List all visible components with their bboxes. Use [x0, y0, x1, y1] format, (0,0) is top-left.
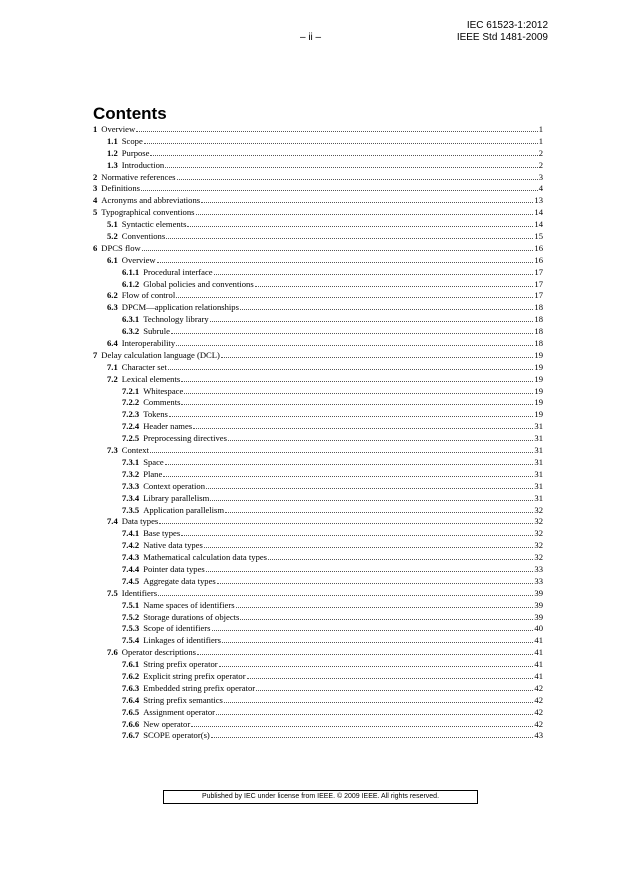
toc-entry-title: New operator: [143, 718, 191, 729]
toc-entry-number: 7.6.5: [122, 706, 140, 717]
toc-entry[interactable]: [93, 528, 543, 540]
toc-entry-number: 6.3.1: [122, 314, 140, 325]
toc-entry-title: Mathematical calculation data types: [143, 552, 268, 563]
toc-entry-title: Acronyms and abbreviations: [101, 195, 201, 206]
dot-leader: [196, 214, 534, 215]
toc-entry[interactable]: [93, 671, 543, 683]
toc-entry-title: Library parallelism: [143, 492, 210, 503]
toc-entry-page: 14: [534, 219, 543, 230]
toc-entry[interactable]: [93, 374, 543, 386]
toc-entry-number: 7.2.5: [122, 433, 140, 444]
page-number: – ii –: [300, 32, 322, 43]
iec-standard-number: IEC 61523-1:2012: [466, 20, 548, 31]
toc-entry-number: 7.6.6: [122, 718, 140, 729]
toc-entry-number: 7.4.3: [122, 552, 140, 563]
toc-entry[interactable]: [93, 207, 543, 219]
dot-leader: [225, 512, 533, 513]
toc-entry[interactable]: [93, 267, 543, 279]
dot-leader: [268, 559, 533, 560]
dot-leader: [214, 274, 534, 275]
toc-entry-page: 31: [534, 421, 543, 432]
dot-leader: [210, 500, 533, 501]
dot-leader: [256, 690, 533, 691]
dot-leader: [150, 155, 537, 156]
toc-entry[interactable]: [93, 719, 543, 731]
dot-leader: [217, 583, 534, 584]
toc-entry-number: 7.5: [107, 587, 118, 598]
toc-entry-page: 42: [534, 706, 543, 717]
toc-entry-number: 7.2.3: [122, 409, 140, 420]
toc-entry[interactable]: [93, 314, 543, 326]
toc-entry-number: 7.5.4: [122, 635, 140, 646]
toc-entry-page: 31: [534, 468, 543, 479]
toc-entry-title: Interoperability: [121, 338, 176, 349]
toc-entry-title: Assignment operator: [143, 706, 216, 717]
toc-entry-title: Lexical elements: [121, 373, 181, 384]
toc-entry[interactable]: [93, 516, 543, 528]
toc-entry-page: 19: [534, 373, 543, 384]
toc-entry[interactable]: [93, 136, 543, 148]
dot-leader: [166, 238, 533, 239]
toc-entry-title: Subrule: [143, 326, 170, 337]
toc-entry-page: 40: [534, 623, 543, 634]
toc-entry-page: 33: [534, 575, 543, 586]
toc-entry-page: 15: [534, 231, 543, 242]
dot-leader: [165, 464, 534, 465]
toc-entry-number: 7.2.4: [122, 421, 140, 432]
toc-entry-number: 7.6.1: [122, 659, 140, 670]
toc-entry-page: 31: [534, 456, 543, 467]
toc-entry-page: 19: [534, 397, 543, 408]
toc-entry-number: 7.2.2: [122, 397, 140, 408]
toc-entry-page: 4: [538, 183, 543, 194]
dot-leader: [159, 523, 533, 524]
toc-entry-title: Data types: [121, 516, 159, 527]
dot-leader: [193, 428, 533, 429]
dot-leader: [165, 167, 537, 168]
dot-leader: [219, 666, 534, 667]
toc-entry[interactable]: [93, 564, 543, 576]
toc-entry[interactable]: [93, 576, 543, 588]
toc-entry-number: 7.3.2: [122, 468, 140, 479]
toc-entry-number: 7.3: [107, 445, 118, 456]
toc-entry-title: Definitions: [101, 183, 140, 194]
toc-entry-page: 31: [534, 480, 543, 491]
toc-entry-number: 7.4.2: [122, 540, 140, 551]
dot-leader: [157, 262, 534, 263]
toc-entry-page: 18: [534, 314, 543, 325]
toc-entry-page: 17: [534, 266, 543, 277]
toc-entry[interactable]: [93, 635, 543, 647]
toc-entry-number: 6: [93, 242, 98, 253]
toc-entry-number: 6.1.2: [122, 278, 140, 289]
toc-entry-title: Tokens: [143, 409, 168, 420]
toc-entry-number: 6.2: [107, 290, 118, 301]
toc-entry-title: Storage durations of objects: [143, 611, 240, 622]
toc-entry[interactable]: [93, 362, 543, 374]
toc-entry[interactable]: [93, 350, 543, 362]
toc-entry-number: 7.3.1: [122, 456, 140, 467]
toc-entry[interactable]: [93, 279, 543, 291]
toc-entry-title: Typographical conventions: [101, 207, 195, 218]
toc-entry-page: 17: [534, 290, 543, 301]
toc-entry-page: 41: [534, 647, 543, 658]
toc-entry[interactable]: [93, 457, 543, 469]
dot-leader: [187, 226, 533, 227]
toc-entry-page: 32: [534, 528, 543, 539]
toc-entry[interactable]: [93, 600, 543, 612]
toc-entry-page: 32: [534, 552, 543, 563]
toc-entry[interactable]: [93, 695, 543, 707]
toc-entry-number: 7.3.5: [122, 504, 140, 515]
toc-entry-number: 1.2: [107, 147, 118, 158]
dot-leader: [212, 630, 534, 631]
toc-entry-title: Overview: [101, 124, 136, 134]
toc-entry-number: 6.4: [107, 338, 118, 349]
dot-leader: [150, 452, 533, 453]
toc-entry-page: 2: [538, 159, 543, 170]
toc-entry[interactable]: [93, 433, 543, 445]
toc-entry-title: Explicit string prefix operator: [143, 670, 246, 681]
toc-entry[interactable]: [93, 302, 543, 314]
toc-entry-number: 7.3.4: [122, 492, 140, 503]
toc-entry-number: 7: [93, 349, 98, 360]
dot-leader: [144, 143, 538, 144]
toc-entry-title: Scope of identifiers: [143, 623, 211, 634]
toc-entry-page: 16: [534, 254, 543, 265]
toc-entry-title: Embedded string prefix operator: [143, 682, 256, 693]
dot-leader: [136, 131, 538, 132]
dot-leader: [236, 607, 534, 608]
toc-entry-page: 32: [534, 516, 543, 527]
toc-entry-page: 42: [534, 682, 543, 693]
dot-leader: [184, 393, 533, 394]
dot-leader: [228, 440, 533, 441]
toc-entry[interactable]: [93, 623, 543, 635]
toc-entry-title: DPCS flow: [101, 242, 141, 253]
table-of-contents: [93, 124, 543, 742]
toc-entry-number: 7.1: [107, 361, 118, 372]
toc-entry-title: Preprocessing directives: [143, 433, 227, 444]
dot-leader: [255, 286, 534, 287]
toc-entry-page: 18: [534, 302, 543, 313]
toc-entry[interactable]: [93, 540, 543, 552]
toc-entry-number: 7.4.5: [122, 575, 140, 586]
toc-entry-page: 32: [534, 540, 543, 551]
toc-entry-page: 31: [534, 492, 543, 503]
dot-leader: [216, 714, 533, 715]
dot-leader: [163, 476, 533, 477]
dot-leader: [240, 619, 533, 620]
toc-entry[interactable]: [93, 386, 543, 398]
toc-entry-title: Purpose: [121, 147, 150, 158]
toc-entry-page: 1: [538, 124, 543, 134]
toc-entry-title: Header names: [143, 421, 193, 432]
toc-entry-title: Name spaces of identifiers: [143, 599, 235, 610]
toc-entry-number: 7.5.3: [122, 623, 140, 634]
dot-leader: [141, 190, 538, 191]
toc-entry[interactable]: [93, 290, 543, 302]
copyright-notice: Published by IEC under license from IEEE. © 2009 IEEE. All rights reserved.: [163, 790, 478, 804]
toc-entry-page: 41: [534, 670, 543, 681]
toc-entry-number: 5.2: [107, 231, 118, 242]
toc-entry[interactable]: [93, 124, 543, 136]
toc-entry[interactable]: [93, 172, 543, 184]
toc-entry-page: 16: [534, 242, 543, 253]
toc-entry[interactable]: [93, 445, 543, 457]
toc-entry-number: 6.3: [107, 302, 118, 313]
dot-leader: [171, 333, 533, 334]
toc-entry-page: 3: [538, 171, 543, 182]
toc-entry-number: 1: [93, 124, 98, 134]
toc-entry[interactable]: [93, 707, 543, 719]
toc-entry-title: DPCM—application relationships: [121, 302, 239, 313]
toc-entry-title: Aggregate data types: [143, 575, 216, 586]
toc-entry-number: 7.6.4: [122, 694, 140, 705]
toc-entry[interactable]: [93, 195, 543, 207]
toc-entry[interactable]: [93, 183, 543, 195]
toc-entry-number: 7.5.2: [122, 611, 140, 622]
toc-entry-page: 18: [534, 338, 543, 349]
toc-entry-number: 7.4.1: [122, 528, 140, 539]
toc-entry-title: Operator descriptions: [121, 647, 196, 658]
toc-entry-number: 1.3: [107, 159, 118, 170]
toc-entry-page: 17: [534, 278, 543, 289]
toc-entry-page: 31: [534, 445, 543, 456]
toc-entry-number: 7.2.1: [122, 385, 140, 396]
toc-entry-title: Overview: [121, 254, 156, 265]
dot-leader: [191, 726, 533, 727]
toc-entry-number: 5: [93, 207, 98, 218]
toc-entry-title: Conventions: [121, 231, 166, 242]
toc-entry-title: Pointer data types: [143, 563, 205, 574]
toc-entry-title: Delay calculation language (DCL): [101, 349, 220, 360]
toc-entry-number: 7.6.3: [122, 682, 140, 693]
dot-leader: [181, 404, 533, 405]
toc-entry-title: String prefix semantics: [143, 694, 223, 705]
dot-leader: [181, 535, 533, 536]
toc-entry-page: 39: [534, 599, 543, 610]
dot-leader: [206, 571, 534, 572]
toc-entry-title: Procedural interface: [143, 266, 213, 277]
toc-entry[interactable]: [93, 148, 543, 160]
toc-entry-page: 1: [538, 135, 543, 146]
toc-entry-title: Identifiers: [121, 587, 158, 598]
toc-entry-title: Base types: [143, 528, 181, 539]
toc-entry[interactable]: [93, 481, 543, 493]
toc-entry-title: Comments: [143, 397, 181, 408]
toc-entry-number: 1.1: [107, 135, 118, 146]
toc-entry[interactable]: [93, 421, 543, 433]
dot-leader: [211, 737, 534, 738]
toc-entry-page: 13: [534, 195, 543, 206]
toc-entry-number: 3: [93, 183, 98, 194]
dot-leader: [176, 297, 533, 298]
toc-entry-number: 6.3.2: [122, 326, 140, 337]
toc-entry-page: 14: [534, 207, 543, 218]
toc-entry-page: 39: [534, 587, 543, 598]
toc-entry-page: 2: [538, 147, 543, 158]
toc-entry-number: 7.5.1: [122, 599, 140, 610]
toc-entry[interactable]: [93, 397, 543, 409]
toc-entry-number: 7.4.4: [122, 563, 140, 574]
toc-entry[interactable]: [93, 326, 543, 338]
dot-leader: [240, 309, 533, 310]
toc-entry-number: 5.1: [107, 219, 118, 230]
toc-entry-page: 39: [534, 611, 543, 622]
dot-leader: [224, 702, 534, 703]
dot-leader: [181, 381, 533, 382]
toc-entry-title: Native data types: [143, 540, 203, 551]
dot-leader: [247, 678, 534, 679]
toc-entry-number: 7.6.7: [122, 730, 140, 741]
toc-entry-page: 19: [534, 349, 543, 360]
dot-leader: [204, 547, 534, 548]
toc-entry-page: 19: [534, 361, 543, 372]
page-title: Contents: [93, 104, 167, 123]
toc-entry[interactable]: [93, 493, 543, 505]
dot-leader: [168, 369, 534, 370]
dot-leader: [177, 179, 538, 180]
toc-entry-page: 33: [534, 563, 543, 574]
dot-leader: [176, 345, 533, 346]
toc-entry-page: 41: [534, 659, 543, 670]
toc-entry[interactable]: [93, 647, 543, 659]
toc-entry-title: Scope: [121, 135, 143, 146]
toc-entry[interactable]: [93, 231, 543, 243]
toc-entry[interactable]: [93, 243, 543, 255]
toc-entry[interactable]: [93, 160, 543, 172]
toc-entry-title: Context: [121, 445, 149, 456]
toc-entry-page: 42: [534, 694, 543, 705]
toc-entry-title: Technology library: [143, 314, 209, 325]
toc-entry[interactable]: [93, 505, 543, 517]
toc-entry-number: 6.1: [107, 254, 118, 265]
toc-entry-page: 42: [534, 718, 543, 729]
toc-entry-title: Linkages of identifiers: [143, 635, 221, 646]
dot-leader: [206, 488, 533, 489]
toc-entry-title: Normative references: [101, 171, 176, 182]
toc-entry[interactable]: [93, 659, 543, 671]
toc-entry[interactable]: [93, 409, 543, 421]
dot-leader: [169, 416, 534, 417]
dot-leader: [158, 595, 533, 596]
toc-entry-title: String prefix operator: [143, 659, 218, 670]
toc-entry-title: Plane: [143, 468, 163, 479]
toc-entry-title: Whitespace: [143, 385, 184, 396]
toc-entry[interactable]: [93, 730, 543, 742]
toc-entry-page: 19: [534, 409, 543, 420]
dot-leader: [210, 321, 534, 322]
toc-entry[interactable]: [93, 338, 543, 350]
toc-entry[interactable]: [93, 219, 543, 231]
toc-entry-page: 32: [534, 504, 543, 515]
toc-entry-title: Syntactic elements: [121, 219, 187, 230]
toc-entry[interactable]: [93, 683, 543, 695]
toc-entry-number: 2: [93, 171, 98, 182]
toc-entry-title: Character set: [121, 361, 167, 372]
toc-entry[interactable]: [93, 588, 543, 600]
toc-entry[interactable]: [93, 552, 543, 564]
toc-entry-title: SCOPE operator(s): [143, 730, 210, 741]
toc-entry-page: 31: [534, 433, 543, 444]
dot-leader: [221, 357, 534, 358]
toc-entry-title: Space: [143, 456, 164, 467]
dot-leader: [142, 250, 534, 251]
toc-entry-number: 4: [93, 195, 98, 206]
toc-entry-page: 19: [534, 385, 543, 396]
toc-entry-title: Application parallelism: [143, 504, 225, 515]
toc-entry-number: 7.2: [107, 373, 118, 384]
toc-entry[interactable]: [93, 469, 543, 481]
toc-entry-number: 7.4: [107, 516, 118, 527]
ieee-standard-number: IEEE Std 1481-2009: [456, 32, 548, 43]
dot-leader: [197, 654, 533, 655]
toc-entry-page: 41: [534, 635, 543, 646]
toc-entry[interactable]: [93, 255, 543, 267]
dot-leader: [201, 202, 533, 203]
toc-entry-page: 18: [534, 326, 543, 337]
toc-entry-title: Flow of control: [121, 290, 176, 301]
dot-leader: [222, 642, 533, 643]
toc-entry-number: 7.6.2: [122, 670, 140, 681]
toc-entry-title: Context operation: [143, 480, 206, 491]
toc-entry-title: Global policies and conventions: [143, 278, 254, 289]
toc-entry[interactable]: [93, 612, 543, 624]
toc-entry-title: Introduction: [121, 159, 165, 170]
toc-entry-number: 6.1.1: [122, 266, 140, 277]
toc-entry-page: 43: [534, 730, 543, 741]
toc-entry-number: 7.6: [107, 647, 118, 658]
document-header: [457, 20, 548, 44]
toc-entry-number: 7.3.3: [122, 480, 140, 491]
